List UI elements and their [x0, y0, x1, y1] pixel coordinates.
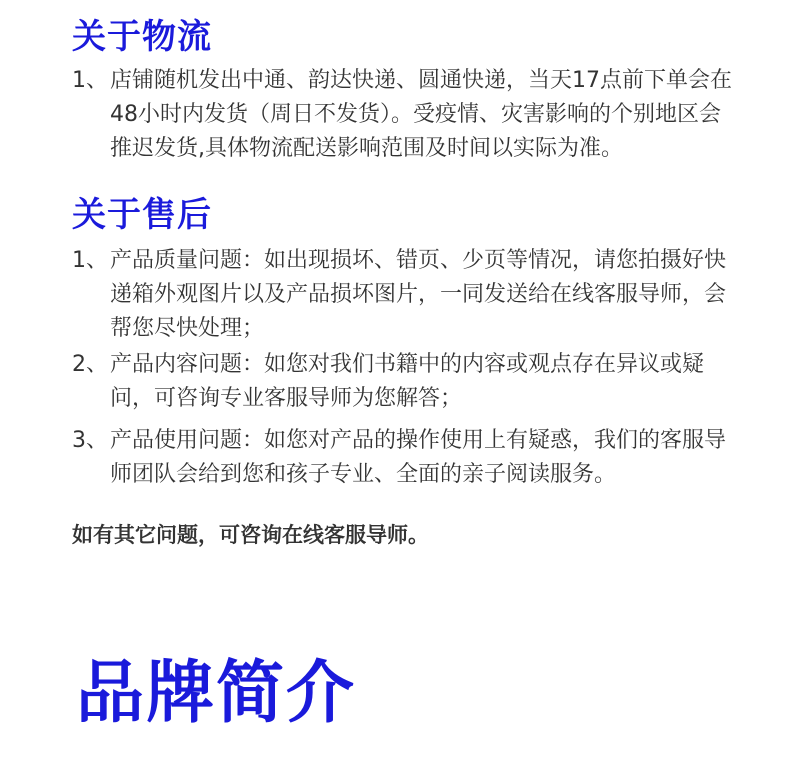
logistics-heading: 关于物流	[72, 17, 212, 57]
logistics-item-text: 店铺随机发出中通、韵达快递、圆通快递，当天17点前下单会在48小时内发货（周日不发货）。受疫情、灾害影响的个别地区会推迟发货,具体物流配送影响范围及时间以实际为准。	[110, 68, 732, 161]
list-number: 1、	[72, 248, 108, 273]
aftersale-item-quality	[72, 244, 732, 346]
aftersale-item-text: 产品内容问题：如您对我们书籍中的内容或观点存在异议或疑问，可咨询专业客服导师为您解答；	[110, 352, 705, 411]
list-number: 3、	[72, 428, 108, 453]
list-number: 2、	[72, 352, 108, 377]
aftersale-item-content	[72, 348, 732, 416]
aftersale-item-text: 产品使用问题：如您对产品的操作使用上有疑惑，我们的客服导师团队会给到您和孩子专业、全面的亲子阅读服务。	[110, 428, 727, 487]
logistics-item-1	[72, 64, 732, 166]
aftersale-item-text: 产品质量问题：如出现损坏、错页、少页等情况，请您拍摄好快递箱外观图片以及产品损坏图片，一同发送给在线客服导师，会帮您尽快处理；	[110, 248, 727, 341]
closing-note: 如有其它问题，可咨询在线客服导师。	[72, 523, 429, 547]
list-number: 1、	[72, 68, 108, 93]
aftersale-heading: 关于售后	[72, 195, 212, 235]
brand-intro-heading: 品牌简介	[76, 654, 357, 733]
aftersale-item-usage	[72, 424, 732, 492]
